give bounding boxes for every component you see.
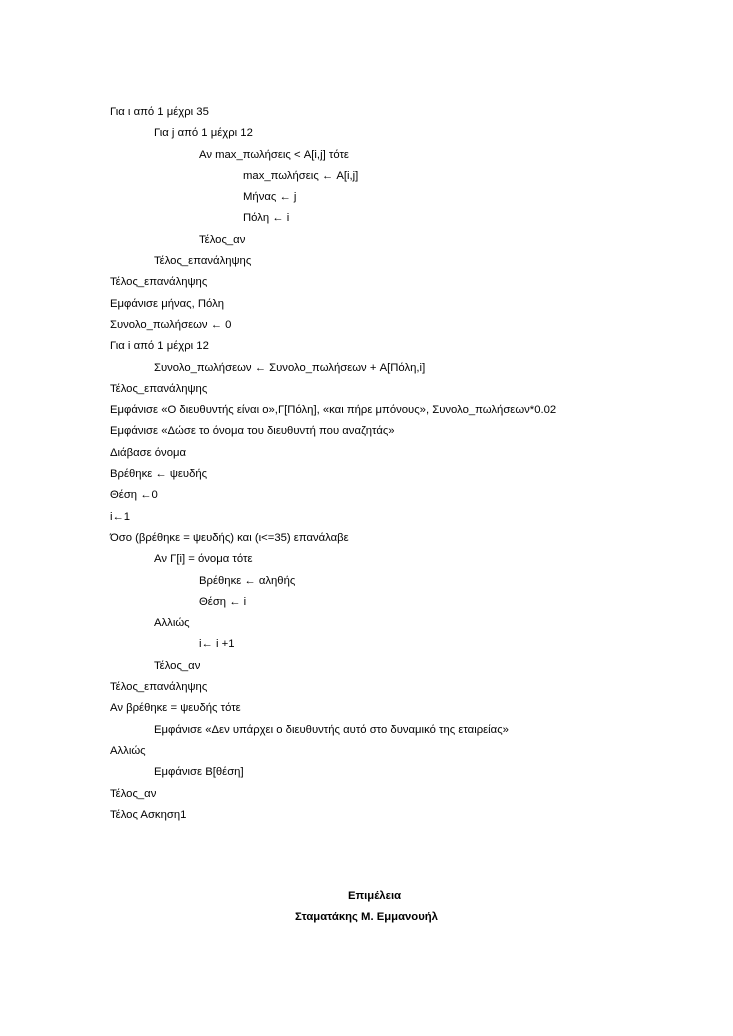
code-line: Για ι από 1 μέχρι 35 <box>110 106 209 118</box>
code-line: Εμφάνισε «Δεν υπάρχει ο διευθυντής αυτό στο δυναμικό της εταιρείας» <box>154 723 509 736</box>
code-line: Συνολο_πωλήσεων ← Συνολο_πωλήσεων + A[Πόλη,i] <box>154 361 426 374</box>
code-line: Αν βρέθηκε = ψευδής τότε <box>110 702 241 715</box>
code-line: i←1 <box>110 510 131 523</box>
code-line: Συνολο_πωλήσεων ← 0 <box>110 318 232 331</box>
code-line: Τέλος_αν <box>199 233 246 246</box>
code-line: Εμφάνισε «Δώσε το όνομα του διευθυντή που αναζητάς» <box>110 425 395 438</box>
code-line: Τέλος Ασκηση1 <box>110 808 187 821</box>
code-line: i← i +1 <box>199 638 235 651</box>
code-line: Μήνας ← j <box>243 191 297 204</box>
code-line: Αλλιώς <box>110 744 146 757</box>
pseudocode-block <box>110 102 710 826</box>
code-line: Βρέθηκε ← ψευδής <box>110 468 208 481</box>
code-line: Τέλος_αν <box>154 659 201 672</box>
code-line: Διάβασε όνομα <box>110 446 187 459</box>
code-line: Πόλη ← i <box>243 212 290 225</box>
code-line: Όσο (βρέθηκε = ψευδής) και (ι<=35) επανάλαβε <box>110 531 349 544</box>
code-line: Εμφάνισε Β[θέση] <box>154 766 244 779</box>
code-line: Αν max_πωλήσεις < A[i,j] τότε <box>199 148 349 161</box>
code-line: Βρέθηκε ← αληθής <box>199 574 296 587</box>
code-line: Θέση ← i <box>199 595 247 608</box>
code-line: Αν Γ[i] = όνομα τότε <box>154 553 253 566</box>
code-line: Τέλος_επανάληψης <box>110 681 208 694</box>
code-line: Τέλος_επανάληψης <box>110 276 208 289</box>
code-line: max_πωλήσεις ← A[i,j] <box>243 169 359 182</box>
credits-label: Επιμέλεια <box>347 890 402 902</box>
code-line: Εμφάνισε «Ο διευθυντής είναι ο»,Γ[Πόλη], «και πήρε μπόνους», Συνολο_πωλήσεων*0.02 <box>110 404 557 417</box>
code-line: Για j από 1 μέχρι 12 <box>154 127 253 140</box>
author-name: Σταματάκης Μ. Εμμανουήλ <box>295 911 438 923</box>
code-line: Για i από 1 μέχρι 12 <box>110 340 209 353</box>
credits-footer <box>0 886 733 928</box>
code-line: Θέση ←0 <box>110 489 158 502</box>
code-line: Τέλος_αν <box>110 787 157 800</box>
code-line: Εμφάνισε μήνας, Πόλη <box>110 297 225 310</box>
code-line: Τέλος_επανάληψης <box>110 382 208 395</box>
code-line: Αλλιώς <box>154 617 190 630</box>
code-line: Τέλος_επανάληψης <box>154 255 252 268</box>
